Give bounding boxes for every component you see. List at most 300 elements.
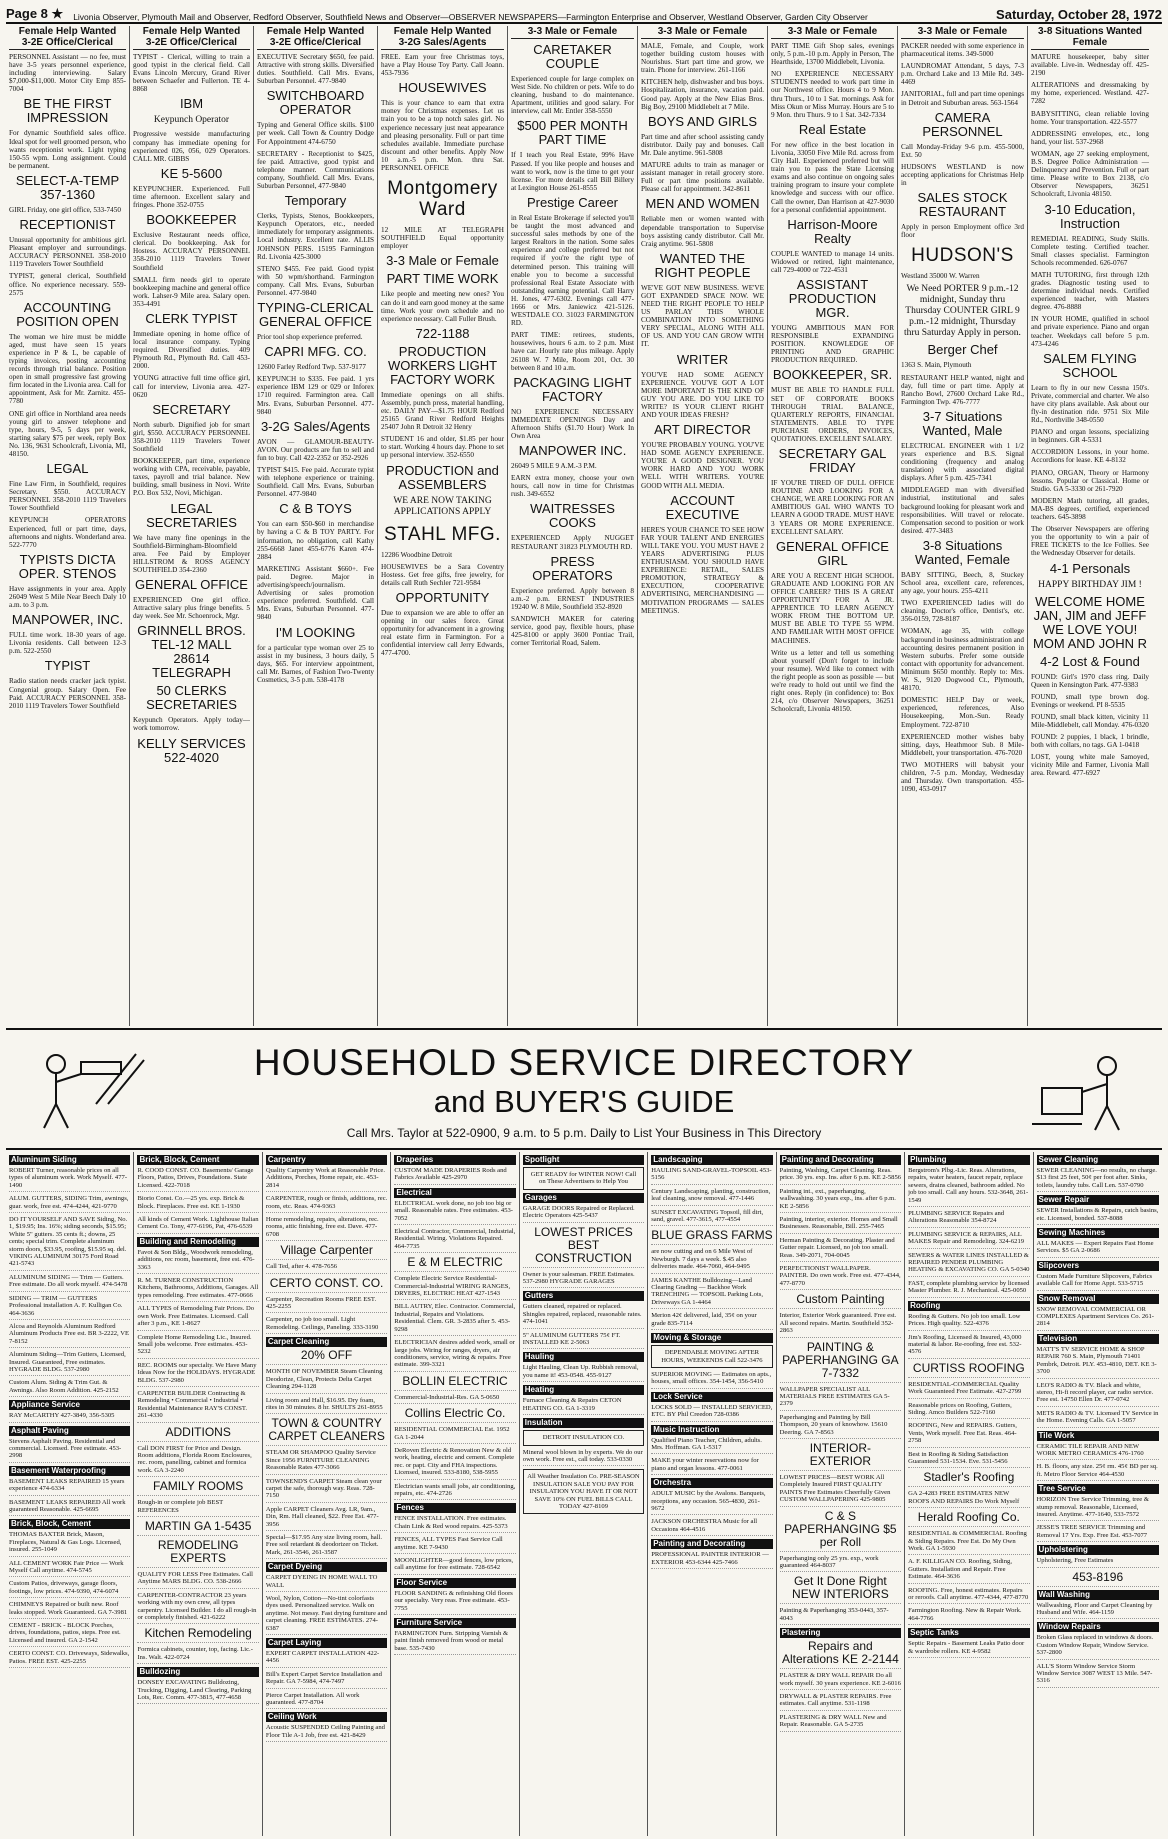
classified-ad: I'M LOOKING bbox=[275, 624, 356, 640]
classified-ad: BOOKKEEPER bbox=[146, 212, 237, 228]
classified-column bbox=[898, 26, 1028, 1026]
classified-ad: PIANO, ORGAN, Theory or Harmony lessons. Popular or Classical. Home or Studio. GA 5-3330 or 261-7920 bbox=[1031, 468, 1149, 493]
directory-category: Building and Remodeling bbox=[137, 1237, 258, 1247]
directory-category: Carpet Cleaning bbox=[266, 1337, 387, 1347]
directory-ad: EXPERT CARPET INSTALLATION 422-4456 bbox=[266, 1650, 387, 1668]
directory-ad: Special—$17.95 Any size living room, hall. Free soil retardant & deodorizer on Ticket. Mark, 261-3546, 261-3587 bbox=[266, 1534, 387, 1559]
classified-ad: WE ARE NOW TAKING APPLICATIONS APPLY bbox=[393, 495, 492, 517]
column-heading: Female Help Wanted 3-2E Office/Clerical bbox=[9, 26, 126, 50]
classified-ad: TYPIST, general clerical, Southfield office. No experience necessary. 559-2575 bbox=[9, 272, 126, 297]
directory-category: Carpet Dyeing bbox=[266, 1562, 387, 1572]
directory-ad: REC. ROOMS our specialty. We Have Many Ideas Now for the HOLIDAYS. HYGRADE BLDG. 537-2980 bbox=[137, 1362, 258, 1387]
directory-ad: JACKSON ORCHESTRA Music for all Occasions 464-4516 bbox=[651, 1518, 772, 1536]
classified-ad: The Observer Newspapers are offering you the opportunity to win a pair of FREE TICKETS to the Ice Follies. See the Wednesday Observer for details. bbox=[1031, 525, 1149, 558]
classified-ad: SALES STOCK RESTAURANT bbox=[917, 190, 1008, 220]
directory-ad: CARPENTER, rough or finish, additions, rec. room, etc. Reas. 474-9363 bbox=[266, 1195, 387, 1213]
directory-ad: Mineral wool blown in by experts. We do our own work. Free est., call today. 533-0330 bbox=[523, 1449, 644, 1467]
directory-column bbox=[520, 1152, 648, 1836]
classified-ad: WOMAN, age 27 seeking employment, B.S. Degree Police Administration — Delinquency and Prevention. Full or part time. Please write to Box 2138, c/o Observer Newspapers, 36251 Schoolcraft, Livonia 48150. bbox=[1031, 149, 1149, 199]
directory-category: Lock Service bbox=[651, 1392, 772, 1402]
directory-ad: ROOFING. Free, honest estimates. Repairs or reroofs. Call anytime. 477-4344, 477-8770 bbox=[908, 1587, 1029, 1605]
classified-ad: Experienced couple for large complex on West Side. No children or pets. Wife to do cleaning, husband to do maintenance. Apartment, utilities and good salary. For interview, call Mr. Entler 358-5550 bbox=[511, 75, 634, 116]
directory-ad: FAST, complete plumbing service by licensed Master Plumber. R. J. Mechanical. 425-0050 bbox=[908, 1280, 1029, 1298]
directory-ad: JAMES KANTHE Bulldozing—Land Clearing Grading — Backhoe Work TRENCHING — TOPSOIL Parking Lots, Driveways GA 1-4464 bbox=[651, 1277, 772, 1310]
classified-ad: YOU'RE PROBABLY YOUNG. YOU'VE HAD SOME AGENCY EXPERIENCE. YOU'RE A GOOD DESIGNER. YOU WORK HARD AND YOU WORK WELL WITH WRITERS. YOU'RE GOOD WITH ALL MEDIA. bbox=[641, 441, 764, 490]
directory-ad: Carpenter, no job too small. Light Remodeling. Ceilings, Paneling. 333-3190 bbox=[266, 1316, 387, 1334]
classified-ad: Reliable men or women wanted with dependable transportation to Supervise boys assisting candy distributor. Call Mr. Craig anytime. 961-5808 bbox=[641, 215, 764, 248]
classified-ad: PIANO and organ lessons, specializing in beginners. GR 4-5331 bbox=[1031, 428, 1149, 445]
classified-ad: in Real Estate Brokerage if selected you'll be taught the most advanced and successful sales methods by one of the largest Realtors in the nation. Some sales experience and college preferred but not required if you're the right type of determined person. This training will enable you to become a successful professional Real Estate Associate with outstanding earning potential. Call Harry H. Jones, 477-6302. Evenings call 477-1666 or Mrs. Janiewicz 421-5126. WESTDALE CO. 31023 FARMINGTON RD. bbox=[511, 213, 634, 328]
directory-ad: HAULING SAND-GRAVEL-TOPSOIL 453-5156 bbox=[651, 1167, 772, 1185]
directory-category: Painting and Decorating bbox=[651, 1539, 772, 1549]
classified-ad: IBM bbox=[179, 96, 204, 112]
classified-ad: CARETAKER COUPLE bbox=[533, 42, 612, 71]
directory-category: Carpentry bbox=[266, 1155, 387, 1165]
classified-ad: TWO EXPERIENCED ladies will do cleaning. Doctor's office, Dentist's, etc. 356-0159, 728-8187 bbox=[901, 599, 1024, 624]
classified-ad: IN YOUR HOME, qualified in school and private experience. Piano and organ teacher. Weekdays call before 5 p.m. 473-4246 bbox=[1031, 315, 1149, 348]
directory-ad: Best in Roofing & Siding Satisfaction Guaranteed 531-1534. Eve. 531-5456 bbox=[908, 1451, 1029, 1469]
classified-ad: PERSONNEL Assistant — no fee, must have 3-5 years personnel experience, including interviewing. Salary $7,000-$11,000. Motor City Emp 855-7004 bbox=[9, 53, 126, 94]
classified-ad: CAPRI MFG. CO. bbox=[264, 344, 367, 360]
directory-ad: Complete Electric Service Residential-Commercial-Industrial WIRING RANGES, DRYERS, ELECTRIC HEAT 427-1543 bbox=[394, 1275, 515, 1300]
directory-ad: FENCES, ALL TYPES Fast Service Call anytime. KE 7-9430 bbox=[394, 1536, 515, 1554]
classified-ad: We have many fine openings in the Southfield-Birmingham-Bloomfield area. Fee Paid by Employer HILLSTROM & ROSS AGENCY SOUTHFIELD 354-2360 bbox=[133, 533, 250, 574]
classified-ad: PACKAGING LIGHT FACTORY bbox=[513, 374, 632, 404]
column-heading: 3-3 Male or Female bbox=[901, 26, 1024, 39]
classified-ad: Prestige Career bbox=[526, 194, 619, 210]
classified-ad: SECRETARY bbox=[152, 401, 231, 417]
classified-ad: TYPING-CLERICAL GENERAL OFFICE bbox=[257, 300, 374, 330]
directory-ad: are now cutting and on 6 Mile West of Newburgh. 7 days a week. $.45 also deliveries made. 464-7060, 464-9495 bbox=[651, 1248, 772, 1273]
classified-ad: GENERAL OFFICE GIRL bbox=[776, 538, 889, 568]
directory-ad: Call Ted, after 4. 478-7656 bbox=[266, 1263, 387, 1273]
directory-category: Furniture Service bbox=[394, 1618, 515, 1628]
directory-category: Ceiling Work bbox=[266, 1712, 387, 1722]
classified-ad: for a particular type woman over 25 to assist in my business, 3 hours daily, 5 days, $65. For interview appointment, call Mr. Barnes, of Fashion Two-Twenty Cosmetics, 3-5 p.m. 538-4178 bbox=[257, 643, 374, 684]
directory-ad: Pierce Carpet Installation. All work guaranteed. 477-8704 bbox=[266, 1692, 387, 1710]
directory-ad: THOMAS BAXTER Brick, Mason, Fireplaces, Natural & Gas Logs. Licensed, insured. 255-1049 bbox=[9, 1531, 130, 1556]
directory-ad-headline: Stadler's Roofing bbox=[908, 1471, 1029, 1487]
classified-ad: MIDDLEAGED man with diversified industrial, institutional and sales background looking for pleasant work and responsibilities. Will travel or relocate. Compensation second to position or work desired. 477-3483 bbox=[901, 486, 1024, 535]
masthead-date: Saturday, October 28, 1972 bbox=[996, 7, 1162, 22]
classified-ad: LOST, young white male Samoyed, vicinity Mile and Farmer, Livonia Mall area. Reward. 477-6927 bbox=[1031, 753, 1149, 778]
classified-ad: This is your chance to earn that extra money for Christmas expenses. Let us train you to be a top notch sales girl. No experience necessary just neat appearance and pleasing personality. Full or part time schedules available. Immediate purchase discount and other benefits. Apply Now 10 a.m.-5 p.m. Mon. thru Sat. PERSONNEL OFFICE bbox=[381, 99, 504, 173]
classified-ad: TWO MOTHERS will babysit your children, 7-5 p.m. Monday, Wednesday and Thursday. Own transportation. 455-1090, 453-0917 bbox=[901, 760, 1024, 794]
directory-ad: Formica cabinets, counter, top, facing. Lic.-Ins. Walt. 422-0724 bbox=[137, 1646, 258, 1664]
directory-ad: Painting, interior, exterior. Homes and Small Businesses. Reasonable, Bill. 255-7465 bbox=[780, 1216, 901, 1234]
directory-ad: Merion 42¢ delivered, laid, 35¢ on your grade 835-7114 bbox=[651, 1312, 772, 1330]
classified-ad: Keypunch Operators. Apply today—work tomorrow. bbox=[133, 716, 250, 733]
classified-ad: MARKETING Assistant $660+. Fee paid. Degree. Major in advertising/speech/journalism. Advertising or sales promotion experience preferred. Southfield. Call Mrs. Evans, Suburban Personnel. 477-9840 bbox=[257, 564, 374, 622]
directory-ad: Aluminum Siding—Trim Gutters, Licensed, Insured. Guaranteed, Free estimates. HYGRADE BLDG. 537-2980 bbox=[9, 1351, 130, 1376]
directory-category: Tile Work bbox=[1037, 1431, 1159, 1441]
directory-ad: A. F. KILLIGAN CO. Roofing, Siding, Gutters. Installation and Repair. Free Estimate. 464-3636 bbox=[908, 1558, 1029, 1583]
directory-ad: DeRoven Electric & Renovation New & old work, heating, electric and cement. Complete rec. or papt. City and FHA inspections. Licensed, insured. 533-8180, 538-5955 bbox=[394, 1447, 515, 1480]
directory-ad: Custom Alum. Siding & Trim Gut. & Awnings. Also Room Addition. 425-2152 bbox=[9, 1379, 130, 1397]
directory-ad: JESSE'S TREE SERVICE Trimming and Removal 17 Yrs. Exp. Free Est. 453-7077 bbox=[1037, 1524, 1159, 1542]
classified-ad: KELLY SERVICES 522-4020 bbox=[137, 735, 246, 765]
classified-ad: WAITRESSES COOKS bbox=[530, 501, 615, 531]
classified-ad: EXPERIENCED Apply NUGGET RESTAURANT 31823 PLYMOUTH RD. bbox=[511, 534, 634, 551]
directory-category: Brick, Block, Cement bbox=[9, 1519, 130, 1529]
classified-ad: ADDRESSING envelopes, etc., long hand, your list. 537-2968 bbox=[1031, 129, 1149, 146]
directory-category: Plastering bbox=[780, 1628, 901, 1638]
directory-category: Bulldozing bbox=[137, 1667, 258, 1677]
classified-ad: 12286 Woodbine Detroit bbox=[381, 550, 453, 559]
classified-ad: Clerks, Typists, Stenos, Bookkeepers, Keypunch Operators, etc., needed immediately for temporary assignments. Local industry. Excellent rate. ALLIS JOHNSON PERS. 15195 Farmington Rd. Livonia 425-3000 bbox=[257, 212, 374, 261]
directory-column bbox=[391, 1152, 519, 1836]
classified-ad: YOUNG AMBITIOUS MAN FOR RESPONSIBLE EXPANDING POSITION. KNOWLEDGE OF PRINTING AND GRAPHIC PRODUCTION REQUIRED. bbox=[771, 323, 894, 365]
directory-ad: ADULT MUSIC by the Avalons. Banquets, receptions, any occasion. 565-4830, 261-9672 bbox=[651, 1490, 772, 1515]
directory-ad: Biorio Const. Co.—25 yrs. exp. Brick & Block. Fireplaces. Free est. KE 1-1930 bbox=[137, 1195, 258, 1213]
classified-ad: Harrison-Moore Realty bbox=[787, 216, 878, 246]
directory-ad: LOCKS SOLD — INSTALLED SERVICED, ETC. BY Phil Creedon 728-0386 bbox=[651, 1404, 772, 1422]
directory-category: Landscaping bbox=[651, 1155, 772, 1165]
classified-ad: 1363 S. Main, Plymouth bbox=[901, 361, 972, 370]
classified-ad: KE 5-5600 bbox=[160, 165, 223, 181]
directory-ad: Stevens Asphalt Paving. Residential and commercial. Licensed. Free estimate. 453-2998 bbox=[9, 1438, 130, 1463]
classified-ad: FOUND: Girl's 1970 class ring. Daily Queen in Kensington Park. 477-9383 bbox=[1031, 672, 1149, 689]
classified-ad: 3-2G Sales/Agents bbox=[260, 418, 371, 434]
classified-ad: TYPIST - Clerical, willing to train a good typist in the clerical field. Call Evans Lincoln Mercury, Grand River between Schaefer and Fullerton. TE 4-8868 bbox=[133, 53, 250, 94]
directory-ad-headline: Collins Electric Co. bbox=[394, 1407, 515, 1423]
directory-category: Slipcovers bbox=[1037, 1261, 1159, 1271]
directory-ad: Apple CARPET Cleaners Avg. LR, 9am., Din, Rm. Hall cleaned, $22. Free Est. 477-3956 bbox=[266, 1506, 387, 1531]
directory-ad: R. M. TURNER CONSTRUCTION Kitchens, Bathrooms, Additions, Garages. All types remodeling. Free estimates. 477-0666 bbox=[137, 1277, 258, 1302]
classified-ad: Experience preferred. Apply between 8 a.m.-2 p.m. ERNEST INDUSTRIES 19240 W. 8 Mile, Southfield 352-8920 bbox=[511, 586, 634, 611]
directory-ad: LEO'S RADIO & TV. Black and white, stereo, Hi-fi record player, car radio service. Free est. 14750 Ellen Dr. 477-0742 bbox=[1037, 1382, 1159, 1407]
classified-ad: MUST BE ABLE TO HANDLE FULL SET OF CORPORATE BOOKS THROUGH TRIAL BALANCE, QUARTERLY REPORTS, FINANCIAL STATEMENTS. ABLE TO TYPE PURCHASE ORDERS, INVOICES, QUOTATIONS. EXCELLENT SALARY. bbox=[771, 386, 894, 443]
directory-ad: CERAMIC TILE REPAIR AND NEW WORK METRO CERAMICS 476-1760 bbox=[1037, 1443, 1159, 1461]
directory-banner bbox=[6, 1028, 1162, 1150]
directory-category: Spotlight bbox=[523, 1155, 644, 1165]
directory-ad-headline: Herald Roofing Co. bbox=[908, 1511, 1029, 1527]
directory-ad: Upholstering, Free Estimates bbox=[1037, 1557, 1159, 1567]
directory-ad: H. B. floors, any size. 25¢ rm. 45¢ BD per sq. ft. Metro Floor Service 464-4530 bbox=[1037, 1463, 1159, 1481]
directory-category: Orchestra bbox=[651, 1478, 772, 1488]
classified-ad: PRESS OPERATORS bbox=[532, 553, 613, 583]
classified-ad: CAMERA PERSONNEL bbox=[922, 109, 1003, 139]
classified-ad: PACKER needed with some experience in pharmaceutical items. 349-5000 bbox=[901, 42, 1024, 59]
classified-ad: HUDSON'S bbox=[911, 245, 1014, 267]
directory-ad: All kinds of Cement Work. Lighthouse Italian Cement Co. Tony, 477-6196, Pat, 476-6539 bbox=[137, 1216, 258, 1234]
classified-ad: GRINNELL BROS. TEL-12 MALL 28614 TELEGRAPH bbox=[137, 623, 246, 681]
classified-ad: MATURE housekeeper, baby sitter available. Live-in. Wednesday off. 425-2190 bbox=[1031, 53, 1149, 78]
directory-ad: CUSTOM MADE DRAPERIES Rods and Fabrics Available 425-2970 bbox=[394, 1167, 515, 1185]
directory-title: HOUSEHOLD SERVICE DIRECTORY bbox=[253, 1042, 915, 1083]
classified-ad: DOMESTIC HELP Day or week, experienced, references, Also Housekeeping, Mon.-Sun. Ready Employment. 722-8710 bbox=[901, 696, 1024, 729]
directory-category: Brick, Block, Cement bbox=[137, 1155, 258, 1165]
directory-ad: QUALITY FOR LESS Free Estimates. Call Anytime MARS BLDG. CO. 538-2666 bbox=[137, 1571, 258, 1589]
directory-ad: Favot & Son Bldg., Woodwork remodeling, additions, rec room, basement, free est. 476-3363 bbox=[137, 1249, 258, 1274]
directory-ad-headline: 20% OFF bbox=[266, 1349, 387, 1365]
classified-ad: HUDSON'S WESTLAND is now accepting applications for Christmas Help in bbox=[901, 162, 1024, 188]
directory-title-2: and BUYER'S GUIDE bbox=[433, 1084, 735, 1119]
directory-ad-headline: ADDITIONS bbox=[137, 1426, 258, 1442]
classified-ad: $500 PER MONTH PART TIME bbox=[517, 118, 628, 148]
classified-ad: WOMAN, age 35, with college background in business administration and accounting desires permanent position in Western suburbs. Prefer some outside contact with opportunity for advancement. Minimum $650 monthly. Reply to: Mrs. W. S., 9120 Dogwood Ct., Plymouth, 48170. bbox=[901, 627, 1024, 693]
directory-ad-headline: Repairs and Alterations KE 2-2144 bbox=[780, 1640, 901, 1669]
directory-ad: LOWEST PRICES—BEST WORK All Completely Insured FIRST QUALITY PAINTS Free Estimates Cheerfully Given CUSTOM WALLPAPERING 425-9805 bbox=[780, 1474, 901, 1507]
classified-ad: BE THE FIRST IMPRESSION bbox=[23, 96, 112, 126]
directory-column bbox=[1034, 1152, 1162, 1836]
directory-ad: SIDING — TRIM — GUTTERS Professional installation A. F. Kulligan Co. 464-3636 bbox=[9, 1295, 130, 1320]
directory-ad: Electrical Contractor, Commercial, Industrial, Residential. Wiring. Violations Repaired. 464-7735 bbox=[394, 1228, 515, 1253]
directory-ad: ALL CEMENT WORK Fair Price — Work Myself Call anytime. 474-5745 bbox=[9, 1560, 130, 1578]
classified-ad: 3-8 Situations Wanted, Female bbox=[915, 537, 1010, 567]
directory-ad: Custom Patios, driveways, garage floors, footings, low prices. 474-9390, 474-6074 bbox=[9, 1580, 130, 1598]
directory-ad-headline: Village Carpenter bbox=[266, 1244, 387, 1260]
directory-category: Tree Service bbox=[1037, 1484, 1159, 1494]
directory-ad: SEWER Installations & Repairs, catch basins, etc. Licensed, bonded. 537-8088 bbox=[1037, 1207, 1159, 1225]
directory-column bbox=[905, 1152, 1033, 1836]
directory-ad: ALL'S Storm Window Service Storm Window Service 3087 WEST 13 Mile. 547-5316 bbox=[1037, 1663, 1159, 1688]
directory-ad: SEWER CLEANING—no results, no charge. $13 first 25 feet, 50¢ per foot after. Sinks, toilets, laundry tubs. Call Len. 537-0790 bbox=[1037, 1167, 1159, 1192]
directory-ad: BILL AUTRY, Elec. Contractor. Commercial, Industrial, Repairs and Violations. Residential. Clem. GR. 3-2835 after 5. 453-9298 bbox=[394, 1303, 515, 1336]
classified-ad: KEYPUNCH OPERATORS Experienced, full or part time, days, afternoons and nights. Wonderland area. 522-7770 bbox=[9, 516, 126, 549]
directory-ad: Home remodeling, repairs, alterations, rec. rooms, attic finishing, free est. Dave. 477-6708 bbox=[266, 1216, 387, 1241]
classified-ad: 26049 5 MILE 9 A.M.-3 P.M. bbox=[511, 462, 597, 471]
classified-ad: MATH TUTORING, first through 12th grades. Diagnostic testing used to determine individual needs. Certified experienced teacher, with Masters degree. 476-8888 bbox=[1031, 270, 1149, 312]
classified-ad: WELCOME HOME JAN, JIM and JEFF WE LOVE YOU! MOM AND JOHN R bbox=[1032, 593, 1148, 651]
directory-ad: ELECTRICIAN desires added work, small or large jobs. Wiring for ranges, dryers, air conditioners, service, wiring & repairs. Free estimate. 399-3321 bbox=[394, 1339, 515, 1372]
classified-ad: FREE. Earn your free Christmas toys, have a Play House Toy Party. Call Joann. 453-7936 bbox=[381, 53, 504, 78]
directory-ad: Commercial-Industrial-Res. GA 5-0650 bbox=[394, 1394, 515, 1404]
classified-ad: BOOKKEEPER, SR. bbox=[772, 367, 893, 383]
directory-ad: Interior, Exterior Work guaranteed. Free est. All second repairs. Martin. Southfield 352-2863 bbox=[780, 1312, 901, 1337]
directory-category: Heating bbox=[523, 1385, 644, 1395]
directory-ad: Carpenter, Recreation Rooms FREE EST. 425-2255 bbox=[266, 1296, 387, 1314]
classified-ad: Progressive westside manufacturing company has immediate opening for experienced 026, 056, 029 Operators. CALL MR. GIBBS bbox=[133, 130, 250, 163]
classified-column bbox=[378, 26, 508, 1026]
directory-ad: ROBERT Turner, reasonable prices on all types of aluminum work. Work Myself. 477-1490 bbox=[9, 1167, 130, 1192]
classified-column bbox=[1028, 26, 1152, 1026]
classified-ad: ARE YOU A RECENT HIGH SCHOOL GRADUATE AND LOOKING FOR AN OFFICE CAREER? THIS IS A GREAT OPPORTUNITY FOR A JR. APPRENTICE TO LEARN AGENCY WORK FROM THE BOTTOM UP. MUST BE ABLE TO TYPE 55 WPM. AND FAMILIAR WITH MOST OFFICE MACHINES. bbox=[771, 571, 894, 645]
directory-column bbox=[777, 1152, 905, 1836]
classified-ad: HAPPY BIRTHDAY JIM ! bbox=[1038, 579, 1142, 590]
classified-ad: FULL time work. 18-30 years of age. Livonia residents. Call between 12-3 p.m. 522-2550 bbox=[9, 631, 126, 656]
directory-ad: Paperhanging and Painting by Bill Thompson, 20 years of knowhow. 15610 Deering. GA 7-8563 bbox=[780, 1414, 901, 1439]
directory-ad-headline: TOWN & COUNTRY CARPET CLEANERS bbox=[266, 1417, 387, 1446]
classified-ad: Due to expansion we are able to offer an opening in our sales force. Great opportunity for advancement in a growing real estate firm in Farmington. For a confidential interview call Jerry Edwards, 477-4700. bbox=[381, 608, 504, 658]
classified-ad: PART TIME Gift Shop sales, evenings only, 5 p.m.-10 p.m. Apply in Person, The Hearthside, 13700 Middlebelt, Livonia. bbox=[771, 42, 894, 67]
classified-ad: WANTED THE RIGHT PEOPLE bbox=[654, 250, 751, 280]
classified-ad: SELECT-A-TEMP 357-1360 bbox=[15, 172, 120, 202]
column-heading: Female Help Wanted 3-2E Office/Clerical bbox=[133, 26, 250, 50]
classified-ad: 12 MILE AT TELEGRAPH SOUTHFIELD Equal opportunity employer bbox=[381, 226, 504, 251]
directory-ad: SUPERIOR MOVING — Estimates on apts., houses, small offices. 354-1454, 356-5410 bbox=[651, 1371, 772, 1389]
classified-ad: TYPIST $415. Fee paid. Accurate typist with telephone experience or training. Southfield. Call Mrs. Evans, Suburban Personnel. 477-9840 bbox=[257, 466, 374, 499]
classified-ad: ALTERATIONS and dressmaking by my home, experienced. Westland. 427-7282 bbox=[1031, 81, 1149, 106]
directory-ad: DONSEY EXCAVATING Bulldozing, Trucking, Digging, Land Clearing, Parking Lots, Rec. Comm. 477-3815, 477-4658 bbox=[137, 1679, 258, 1704]
directory-ad: PLASTER & DRY WALL REPAIR Do all work myself. 30 years experience. KE 2-6016 bbox=[780, 1672, 901, 1690]
classified-ad: Learn to fly in our new Cessna 150's. Private, commercial and charter. We also have city plans available. Ask about our fly-in destination ride. 9751 Six Mile Rd., Northville 348-0550 bbox=[1031, 383, 1149, 425]
directory-ad: Owner is your salesman. FREE Estimates. 537-2980 HYGRADE GARAGES bbox=[523, 1271, 644, 1289]
directory-ad: Bill's Expert Carpet Service Installation and Repair. GA 7-5984, 474-7497 bbox=[266, 1671, 387, 1689]
classified-ad: SECRETARY GAL FRIDAY bbox=[778, 446, 887, 476]
classified-ad: If I teach you Real Estate, 99% Have Passed. If you like people and houses and want to work, now is the time to get your license. For more details call Bill Billery at Lexington House 261-8555 bbox=[511, 151, 634, 192]
directory-ad: Living room and Hall, $16.95. Dry foam, rites in 30 minutes. 8 hr. SHULTS 261-8955 bbox=[266, 1397, 387, 1415]
classified-ad: BOOKKEEPER, part time, experience working with CPA, receivable, payable, taxes, payroll and trial balance. New building, small business in Novi. Write P.O. Box 532, Novi, Michigan. bbox=[133, 457, 250, 498]
directory-category: Painting and Decorating bbox=[780, 1155, 901, 1165]
classified-ad: Call Monday-Friday 9-6 p.m. 455-5000, Ext. 50 bbox=[901, 142, 1024, 159]
classified-ad: SWITCHBOARD OPERATOR bbox=[266, 88, 365, 118]
classified-ad: Part time and after school assisting candy distributor. Daily pay and bonuses. Call Mr. Dale anytime. 961-5808 bbox=[641, 132, 764, 157]
classified-ad: LAUNDROMAT Attendant, 5 days, 7-3 p.m. Orchard Lake and 13 Mile Rd. 349-4469 bbox=[901, 62, 1024, 87]
directory-ad: Septic Repairs - Basement Leaks Patio door & wardrobe rollers. KE 4-9582 bbox=[908, 1640, 1029, 1658]
classified-ad: MODERN Math tutoring, all grades, MA-BS degrees, certified, experienced teachers. 645-3898 bbox=[1031, 496, 1149, 522]
directory-category: Gutters bbox=[523, 1291, 644, 1301]
directory-category: Garages bbox=[523, 1193, 644, 1203]
classified-ad: Westland 35000 W. Warren bbox=[901, 272, 980, 281]
classified-ad: PART TIME: retirees, students, housewives, hours 6 a.m. to 2 p.m. Must have car. Hourly rate plus mileage. Apply 26108 W. 7 Mile, Room 201, Oct. 30 between 8 and 10 a.m. bbox=[511, 331, 634, 372]
classified-ad: NO EXPERIENCE NECESSARY STUDENTS needed to work part time in our Northwest office. Hours 4 to 9 Mon. thru Thurs., 10 to 1 Sat. mornings. Ask for Miss Okun or Miss Murray. Hours are 5 to 9 Mon. thru Thurs. 9 to 1 Sat. 342-7334 bbox=[771, 70, 894, 119]
classified-ad: You can earn $50-$60 in merchandise by having a C & B TOY PARTY. For information, no obligation, call Kathy 255-6668 Janet 455-6776 Karen 474-2884 bbox=[257, 520, 374, 561]
classified-ad: WE'VE GOT NEW BUSINESS. WE'VE GOT EXPANDED SPACE NOW. WE NEED THE RIGHT PEOPLE TO HELP US PARLAY THIS WHOLE COMBINATION INTO SOMETHING VERY SPECIAL, ALONG WITH ALL OF US. AND YOU CAN GROW WITH IT. bbox=[641, 283, 764, 349]
directory-column bbox=[648, 1152, 776, 1836]
directory-ad: SNOW REMOVAL COMMERCIAL OR COMPLEXES Apartment Services Co. 261-2814 bbox=[1037, 1306, 1159, 1331]
classified-ad: ONE girl office in Northland area needs young girl to answer telephone and type, hours, 9-5, 5 days per week, starting salary $75 per week, reply Box No. 136, 9631 Schoolcraft, Livonia, MI, 48150. bbox=[9, 409, 126, 458]
directory-category: Sewing Machines bbox=[1037, 1228, 1159, 1238]
masthead bbox=[6, 2, 1162, 24]
column-heading: 3-8 Situations Wanted Female bbox=[1031, 26, 1149, 50]
classified-ad: STUDENT 16 and older, $1.85 per hour to start. Working 4 hours day. Phone to set up personal interview. 352-6550 bbox=[381, 435, 504, 460]
classified-ad: Typing and General Office skills. $100 per week. Call Town & Country Dodge For Appointment 474-6750 bbox=[257, 121, 374, 146]
directory-ad: PLUMBING SERVICE Repairs and Alterations Reasonable 354-8724 bbox=[908, 1210, 1029, 1228]
classified-ad: ART DIRECTOR bbox=[654, 422, 751, 438]
classified-ad: Prior tool shop experience preferred. bbox=[257, 333, 363, 342]
classified-ad: PRODUCTION and ASSEMBLERS bbox=[386, 462, 499, 492]
classified-ad: SANDWICH MAKER for catering service, good pay, flexible hours, phase 425-8100 or apply 3600 Pontiac Trail, corner Territorial Road, Salem. bbox=[511, 614, 634, 648]
directory-boxed-ad: GET READY for WINTER NOW! Call on These Advertisers to Help You bbox=[523, 1167, 644, 1190]
directory-category: Fences bbox=[394, 1503, 515, 1513]
directory-category: Insulation bbox=[523, 1418, 644, 1428]
classified-ad: CLERK TYPIST bbox=[145, 310, 238, 326]
classified-ad: EXECUTIVE Secretary $650, fee paid. Attractive with strong skills. Diversified duties. Southfield. Call Mrs. Evans, Suburban Personnel. 477-9840 bbox=[257, 53, 374, 86]
directory-category: Wall Washing bbox=[1037, 1590, 1159, 1600]
classified-ad: GENERAL OFFICE bbox=[135, 577, 248, 593]
classified-ad: We Need PORTER 9 p.m.-12 midnight, Sunday thru Thursday COUNTER GIRL 9 p.m.-12 midnight, Thursday thru Saturday Apply in person. bbox=[904, 284, 1021, 339]
directory-ad: MOONLIGHTER—good fences, low prices, call anytime for free estimate. 728-6542 bbox=[394, 1557, 515, 1575]
classified-ad: SALEM FLYING SCHOOL bbox=[1043, 350, 1137, 380]
classified-ad: 4-1 Personals bbox=[1049, 560, 1131, 576]
directory-ad: Painting, Washing, Carpet Cleaning. Reas. price. 30 yrs. exp. Ins. after 6 p.m. KE 2-5856 bbox=[780, 1167, 901, 1185]
directory-ad-headline: LOWEST PRICES BEST CONSTRUCTION bbox=[523, 1226, 644, 1268]
directory-ad-headline: INTERIOR-EXTERIOR bbox=[780, 1442, 901, 1471]
classified-ad: Write us a letter and tell us something about yourself (Don't forget to include your resume). We'd like to connect with the right people as soon as possible — but we're ready to hold out until we find the right ones. Reply (in confidence) to: Box 214, c/o Observer Newspapers, 36251 Schoolcraft, Livonia 48150. bbox=[771, 648, 894, 714]
directory-ad: CERTO CONST. CO. Driveways, Sidewalks, Patios. FREE EST. 425-2255 bbox=[9, 1650, 130, 1668]
directory-ad: Paperhanging only 25 yrs. exp., work guaranteed 464-8037 bbox=[780, 1555, 901, 1573]
directory-category: Plumbing bbox=[908, 1155, 1029, 1165]
directory-ad: STEAM OR SHAMPOO Quality Service Since 1956 FURNITURE CLEANING Reasonable Rates 477-3066 bbox=[266, 1449, 387, 1474]
classified-column bbox=[130, 26, 254, 1026]
classified-ad: Like people and meeting new ones? You can do it and earn good money at the same time. Work your own schedule and no experience necessary. Call Fuller Brush. bbox=[381, 290, 504, 323]
directory-category: Draperies bbox=[394, 1155, 515, 1165]
directory-ad: Quality Carpentry Work at Reasonable Price. Additions, Porches, Home repair, etc. 453-2814 bbox=[266, 1167, 387, 1192]
directory-ad: ROOFING, New and REPAIRS. Gutters, Vents, Work myself. Free Est. Reas. 464-2758 bbox=[908, 1422, 1029, 1447]
classified-ad: BABY SITTING, Beech, 8, Stuckey School area, excellent care, references, any age, your hours. 255-4211 bbox=[901, 570, 1024, 596]
directory-ad-headline: Kitchen Remodeling bbox=[137, 1627, 258, 1643]
classified-ad: PRODUCTION WORKERS LIGHT FACTORY WORK bbox=[387, 343, 498, 387]
directory-ad: Wallwashing, Floor and Carpet Cleaning by Husband and Wife. 464-1159 bbox=[1037, 1602, 1159, 1620]
classified-ad: FOUND, small type brown dog. Evenings or weekend. PI 8-5535 bbox=[1031, 692, 1149, 709]
directory-category: Music Instruction bbox=[651, 1425, 772, 1435]
directory-ad: CEMENT - BRICK - BLOCK Porches, drives, foundations, patios, steps. Free est. Licensed and insured. GA 2-1542 bbox=[9, 1622, 130, 1647]
directory-boxed-ad: All Weather Insulation Co. PRE-SEASON INSULATION SALE YOU PAY FOR INSULATION YOU HAVE IT OR NOT SAVE 10% ON FUEL BILLS CALL TODAY 427-8109 bbox=[523, 1469, 644, 1514]
classified-ad: ACCORDION Lessons, in your home. Accordions for lease. KE 4-8132 bbox=[1031, 448, 1149, 465]
directory-ad-headline: BLUE GRASS FARMS bbox=[651, 1229, 772, 1245]
directory-ad-headline: CERTO CONST. CO. bbox=[266, 1277, 387, 1293]
directory-category: Carpet Laying bbox=[266, 1638, 387, 1648]
directory-ad-headline: PAINTING & PAPERHANGING GA 7-7332 bbox=[780, 1341, 901, 1383]
directory-ad: Furnace Cleaning & Repairs CETON HEATING CO. GA 1-3319 bbox=[523, 1397, 644, 1415]
directory-ad: Reasonable prices on Roofing, Gutters, Siding. Amco Builders 522-7160 bbox=[908, 1402, 1029, 1420]
classified-ad: Unusual opportunity for ambitious girl. Pleasant employer and surroundings. ACCURACY PERSONNEL 358-2010 1119 Travelers Tower Southfield bbox=[9, 236, 126, 269]
column-heading: 3-3 Male or Female bbox=[641, 26, 764, 39]
directory-column bbox=[134, 1152, 262, 1836]
directory-ad: RAY McCARTHY 427-3849, 356-5305 bbox=[9, 1412, 130, 1422]
directory-ad: DO IT YOURSELF AND SAVE Siding, No. 1, $19.95; Ins. 16%; siding seconds, $15.95; White 5" gutters. 35 cents ft.; downs, 25 cents; special trim. Complete aluminum storm doors, $33.95, roofing, $15.95 sq. del. VIKING ALUMINUM 30175 Ford Road 421-5743 bbox=[9, 1216, 130, 1271]
classified-ad: ACCOUNTING POSITION OPEN bbox=[16, 299, 119, 329]
directory-ad-headline: BOLLIN ELECTRIC bbox=[394, 1375, 515, 1391]
directory-category: Sewer Repair bbox=[1037, 1195, 1159, 1205]
classified-column bbox=[638, 26, 768, 1026]
directory-ad: GA 2-4283 FREE ESTIMATES NEW ROOFS AND REPAIRS Do Work Myself bbox=[908, 1490, 1029, 1508]
classified-ad: Fine Law Firm, in Southfield, requires Secretary. $550. ACCURACY PERSONNEL 358-2010 1119 Travelers Tower Southfield bbox=[9, 480, 126, 513]
classified-ad: KEYPUNCHER. Experienced. Full time afternoon. Excellent salary and fringes. Phone 352-0755 bbox=[133, 184, 250, 210]
directory-ad: PLASTERING & DRY WALL New and Repair. Reasonable. GA 5-2735 bbox=[780, 1714, 901, 1732]
directory-category: Asphalt Paving bbox=[9, 1426, 130, 1436]
directory-ad: DRYWALL & PLASTER REPAIRS. Free estimates. Call anytime. 531-1198 bbox=[780, 1693, 901, 1711]
directory-subtitle: Call Mrs. Taylor at 522-0900, 9 a.m. to 5 p.m. Daily to List Your Business in This Directory bbox=[346, 1126, 822, 1140]
column-heading: Female Help Wanted 3-2G Sales/Agents bbox=[381, 26, 504, 50]
directory-category: Upholstering bbox=[1037, 1545, 1159, 1555]
classified-ad: Keypunch Operator bbox=[153, 115, 230, 126]
classified-ad: KEYPUNCH to $335. Fee paid. 1 yrs experience IBM 129 or 029 or Inforex 1710 required. Farmington area. Call Mrs. Evans, Suburban Personnel. 477-9840 bbox=[257, 375, 374, 416]
classified-ad: JANITORIAL, full and part time openings in Detroit and Suburban areas. 563-1564 bbox=[901, 90, 1024, 107]
directory-ad: GARAGE DOORS Repaired or Replaced. Electric Operators 425-5437 bbox=[523, 1205, 644, 1223]
classified-ad: EXPERIENCED One girl office. Attractive salary plus fringe benefits. 5 day week. See Mr. Schoenrock, Mgr. bbox=[133, 596, 250, 621]
classified-ad: 722-1188 bbox=[415, 325, 470, 341]
directory-ad: MAKE your winter reservations now for piano and organ lessons. 477-0061 bbox=[651, 1457, 772, 1475]
classified-ad: GIRL Friday, one girl office, 533-7450 bbox=[9, 205, 121, 214]
directory-ad: CHIMNEYS Repaired or built new. Roof leaks stopped. Work Guaranteed. GA 7-3981 bbox=[9, 1601, 130, 1619]
classified-ad: SECRETARY - Receptionist to $425, fee paid. Attractive, good typist and telephone manner. Communications company, Southfield. Call Mrs. Evans, Suburban Personnel, 477-9840 bbox=[257, 149, 374, 191]
directory-ad: SUNSET EXCAVATING Topsoil, fill dirt, sand, gravel. 477-3615, 477-4554 bbox=[651, 1209, 772, 1227]
directory-ad-headline: E & M ELECTRIC bbox=[394, 1256, 515, 1272]
classified-ad: MANPOWER INC. bbox=[518, 443, 627, 459]
directory-ad: HORIZON Tree Service Trimming, tree & stump removal. Reasonable, Licensed, insured. Anytime. 477-1640, 533-7572 bbox=[1037, 1496, 1159, 1521]
classified-ad: MALE, Female, and Couple, work together building custom houses with Nourishus. Start part time and grow, we train. Phone for interview. 261-1166 bbox=[641, 42, 764, 75]
directory-category: Basement Waterproofing bbox=[9, 1466, 130, 1476]
directory-ad: Herman Painting & Decorating. Plaster and Gutter repair. Licensed, no job too small. Reas. 349-2071, 704-0045 bbox=[780, 1237, 901, 1262]
classified-ad: WRITER bbox=[676, 351, 729, 367]
directory-ad: PERFECTIONIST WALLPAPER. PAINTER. Do own work. Free est. 477-4344, 477-8770 bbox=[780, 1265, 901, 1290]
classified-ad: 12600 Farley Redford Twp. 537-9177 bbox=[257, 363, 366, 372]
directory-category: Hauling bbox=[523, 1352, 644, 1362]
classified-ad: Immediate opening in home office of local insurance company. Typing required. Diversified duties. 409 Plymouth Rd., Plymouth Rd. Call 453-2000. bbox=[133, 329, 250, 371]
worker-illustration-right bbox=[1022, 1044, 1142, 1134]
directory-ad: Rough-in or complete job BEST REFERENCES bbox=[137, 1499, 258, 1517]
classified-ad: 3-10 Education, Instruction bbox=[1044, 201, 1136, 231]
directory-ad: FARMINGTON Furn. Stripping Varnish & paint finish removed from wood or metal base. 535-7430 bbox=[394, 1630, 515, 1655]
directory-ad: Wool, Nylon, Cotton—No-tint colorfasts dyes used. Personalized service. Walk on anytime. Not messy. Fast drying furniture and carpet cleaning. FREE ESTIMATES. 274-6387 bbox=[266, 1595, 387, 1635]
classified-ad: For dynamic Southfield sales office. Ideal spot for well groomed person, who wants receptionist work. Light typing 150-55 wpm. Long assignment. Could be permanent. bbox=[9, 129, 126, 170]
directory-ad: BASEMENT LEAKS REPAIRED 15 years experience 474-6334 bbox=[9, 1478, 130, 1496]
directory-ad: Century Landscaping, planting, construction, leaf cleaning, snow removal. 477-1446 bbox=[651, 1188, 772, 1206]
classified-ad: ACCOUNT EXECUTIVE bbox=[665, 492, 740, 522]
classified-ad: ASSISTANT PRODUCTION MGR. bbox=[788, 276, 877, 320]
